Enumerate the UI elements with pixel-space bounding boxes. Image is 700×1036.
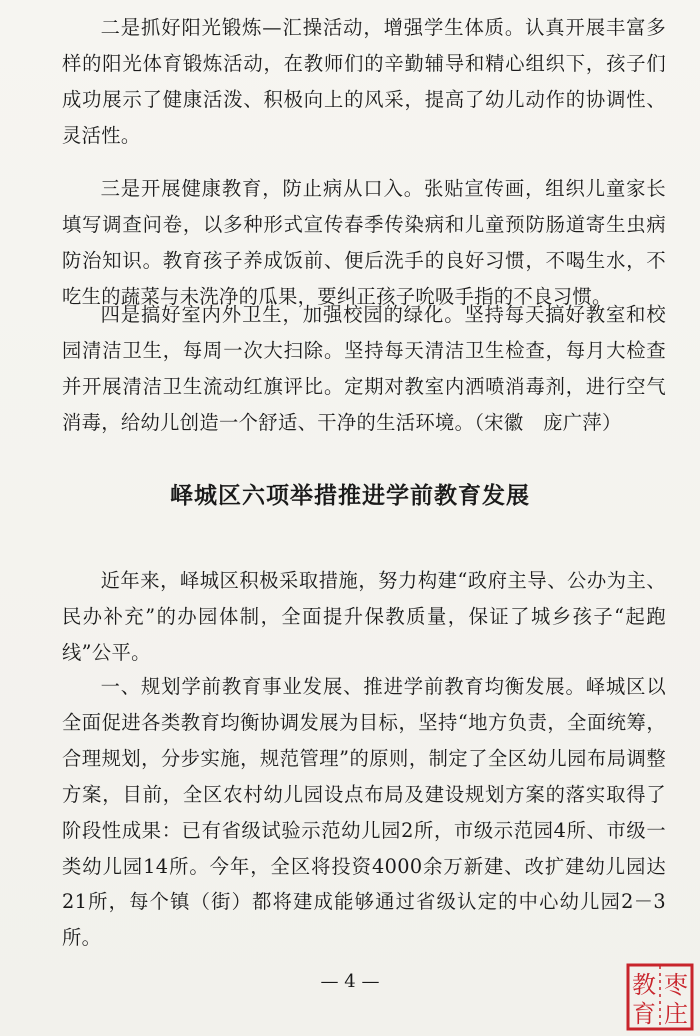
paragraph-hygiene-greening: 四是搞好室内外卫生，加强校园的绿化。坚持每天搞好教室和校园清洁卫生，每周一次大扫除。坚持每天清洁卫生检查，每月大检查并开展清洁卫生流动红旗评比。定期对教室内洒喷消毒剂，进行空气消毒，给幼儿创造一个舒适、干净的生活环境。（宋徽 庞广萍） xyxy=(62,303,666,434)
article-planning-paragraph: 一、规划学前教育事业发展、推进学前教育均衡发展。峄城区以全面促进各类教育均衡协调发展为目标，坚持“地方负责，全面统筹，合理规划，分步实施，规范管理”的原则，制定了全区幼儿园布局调整方案，目前，全区农村幼儿园设点布局及建设规划方案的落实取得了阶段性成果：已有省级试验示范幼儿园2所，市级示范园4所、市级一类幼儿园14所。今年，全区将投资4000余万新建、改扩建幼儿园达21所，每个镇（街）都将建成能够通过省级认定的中心幼儿园2－3所。 xyxy=(62,675,666,950)
article-intro-paragraph: 近年来，峄城区积极采取措施，努力构建“政府主导、公办为主、民办补充”的办园体制，全面提升保教质量，保证了城乡孩子“起跑线”公平。 xyxy=(62,569,666,664)
svg-text:教: 教 xyxy=(632,971,656,999)
article-title: 峄城区六项举措推进学前教育发展 xyxy=(170,483,530,509)
page-number: — 4 — xyxy=(320,971,380,992)
svg-text:庄: 庄 xyxy=(664,1000,688,1028)
zaozhuang-education-seal-icon xyxy=(625,962,695,1032)
svg-text:枣: 枣 xyxy=(664,971,688,999)
svg-text:育: 育 xyxy=(632,1000,656,1028)
paragraph-sunshine-exercise: 二是抓好阳光锻炼—汇操活动，增强学生体质。认真开展丰富多样的阳光体育锻炼活动，在教师们的辛勤辅导和精心组织下，孩子们成功展示了健康活泼、积极向上的风采，提高了幼儿动作的协调性、灵活性。 xyxy=(62,16,666,147)
paragraph-health-education: 三是开展健康教育，防止病从口入。张贴宣传画，组织儿童家长填写调查问卷，以多种形式宣传春季传染病和儿童预防肠道寄生虫病防治知识。教育孩子养成饭前、便后洗手的良好习惯，不喝生水，不吃生的蔬菜与未洗净的瓜果，要纠正孩子吮吸手指的不良习惯。 xyxy=(62,177,666,308)
